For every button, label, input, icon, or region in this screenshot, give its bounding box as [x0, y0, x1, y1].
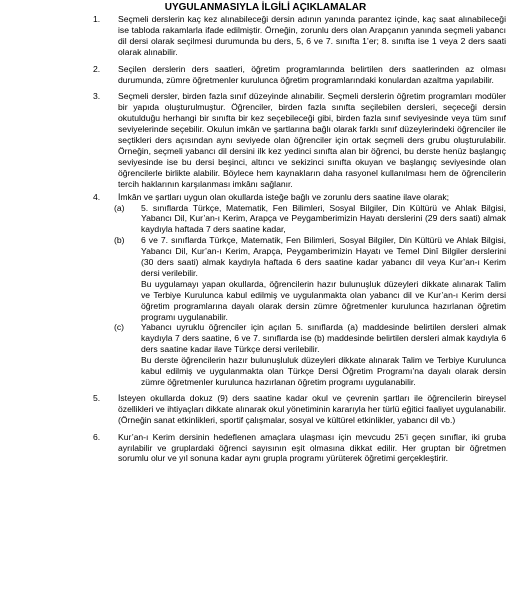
sub-item-text: 5. sınıflarda Türkçe, Matematik, Fen Bilimleri, Sosyal Bilgiler, Din Kültürü ve Ahlak Bilgisi, Yabancı Dil, Kur’an-ı Kerim, Arapça ve Peygamberimizin Hayatı derslerini (29 ders saati) almak kaydıyla haftada 7 ders saatine kadar,: [141, 202, 506, 235]
sub-item-letter: (c): [114, 322, 125, 333]
item-text: Seçmeli derslerin kaç kez alınabileceği dersin adının yanında parantez içinde, kaç saat alınabileceği ise tabloda rakamlarla ifade edilmiştir. Örneğin, zorunlu ders olan Arapçanın yanında seçmeli yabancı dil dersi olarak seçilmesi durumunda bu ders, 5, 6 ve 7. sınıfta 1’er; 8. sınıfta ise 1 veya 2 ders saati olarak alınabilir.: [118, 14, 506, 57]
sub-item: [0, 322, 531, 387]
item-number: 1.: [93, 14, 101, 24]
item-number: 3.: [93, 91, 101, 102]
list-item: [0, 64, 531, 86]
document-title: UYGULANMASIYLA İLGİLİ AÇIKLAMALAR: [164, 2, 367, 13]
item-number: 4.: [93, 191, 101, 202]
sub-item-paragraph: Bu derste öğrencilerin hazır bulunuşluluk düzeyleri dikkate alınarak Talim ve Terbiye Kurulunca kabul edilmiş ve uygulanmakta olan Türkçe Dersi Öğretim Programı’na dayalı olarak dersin zümre öğretmenler kurulunca hazırlanan öğretim programı uygulanabilir.: [141, 355, 506, 387]
item-number: 2.: [93, 63, 101, 74]
sub-item: [0, 203, 531, 236]
item-text: Seçilen derslerin ders saatleri, öğretim programlarında belirtilen ders saatlerinden az olması durumunda, zümre öğretmenler kurulunca öğretim programlarındaki konulardan azaltma yapılabilir.: [118, 63, 506, 85]
sub-item-paragraph: Bu uygulamayı yapan okullarda, öğrencilerin hazır bulunuşluk düzeyleri dikkate alınarak Talim ve Terbiye Kurulunca kabul edilmiş ve uygulanmakta olan yabancı dil ve Kur’an-ı Kerim dersi öğretim programlarına dayalı olarak dersin zümre öğretmenler kurulunca hazırlanan öğretim programı uygulanabilir.: [141, 278, 506, 322]
item-text: Seçmeli dersler, birden fazla sınıf düzeyinde alınabilir. Seçmeli derslerin öğretim programları modüler bir yapıda oluşturulmuştur. Öğrenciler, birden fazla sınıfta seçilebilen dersleri, seçeceği dersin okutulduğu herhangi bir sınıfta bir kez seçebileceği gibi, birden fazla sınıf seviyesinde veya tüm sınıf seviyelerinde seçebilir. Okulun imkân ve şartlarına bağlı olarak farklı sınıf düzeylerindeki öğrenciler ile seçtikleri ders açısından aynı seviyede olan öğrenciler için ortak seçmeli ders grubu oluşturulabilir. Örneğin, seçmeli yabancı dil dersini ilk kez yedinci sınıfta alan bir öğrenci, bu derste henüz başlangıç seviyesinde ise bu dersi beşinci, altıncı ve sekizinci sınıfta okuyan ve başlangıç seviyesinde olan öğrencilerle birlikte alabilir. Böylece hem kaynakların daha rasyonel kullanılması hem de öğrencilerin tercih haklarının karşılanması imkânı sağlanır.: [118, 91, 506, 189]
list-item: [0, 91, 531, 189]
sub-item-text: Yabancı uyruklu öğrenciler için açılan 5. sınıflarda (a) maddesinde belirtilen dersleri almak kaydıyla 7 ders saatine, 6 ve 7. sınıflarda ise (b) maddesinde belirtilen dersleri almak kaydıyla 6 ders saatine kadar ilave Türkçe dersi verilebilir.: [141, 322, 506, 355]
list-item: [0, 192, 531, 388]
list-item: [0, 432, 531, 465]
sub-item-letter: (a): [114, 202, 125, 213]
list-item: [0, 14, 531, 58]
item-number: 6.: [93, 431, 101, 442]
sub-item-text: 6 ve 7. sınıflarda Türkçe, Matematik, Fen Bilimleri, Sosyal Bilgiler, Din Kültürü ve Ahlak Bilgisi, Yabancı Dil, Kur’an-ı Kerim, Arapça, Peygamberimizin Hayatı ve Temel Dinî Bilgiler derslerini (30 ders saati) almak kaydıyla haftada 6 ders saatine kadar yabancı dil veya Kur’an-ı Kerim dersi verilebilir.: [141, 235, 506, 278]
item-text: İsteyen okullarda dokuz (9) ders saatine kadar okul ve çevrenin şartları ile öğrencilerin bireysel özellikleri ve ihtiyaçları dikkate alınarak okul yönetiminin kararıyla her türlü eğitici faaliyet uygulanabilir. (Örneğin sanat etkinlikleri, sportif çalışmalar, sosyal ve kültürel etkinlikler, yabancı dil vb.): [118, 392, 506, 425]
item-number: 5.: [93, 392, 101, 403]
sub-item: [0, 235, 531, 322]
explanation-list: [0, 14, 531, 464]
item-text: İmkân ve şartları uygun olan okullarda isteğe bağlı ve zorunlu ders saatine ilave olarak;: [118, 191, 450, 202]
sub-item-letter: (b): [114, 235, 125, 246]
item-text: Kur’an-ı Kerim dersinin hedeflenen amaçlara ulaşması için mevcudu 25’i geçen sınıflar, iki gruba ayrılabilir ve gruplardaki öğrenci sayısının eşit olmasına dikkat edilir. Her gruptan bir öğretmen sorumlu olur ve yıl sonuna kadar aynı grupla programı yürüterek öğretimi gerçekleştirir.: [118, 431, 506, 464]
list-item: [0, 393, 531, 426]
